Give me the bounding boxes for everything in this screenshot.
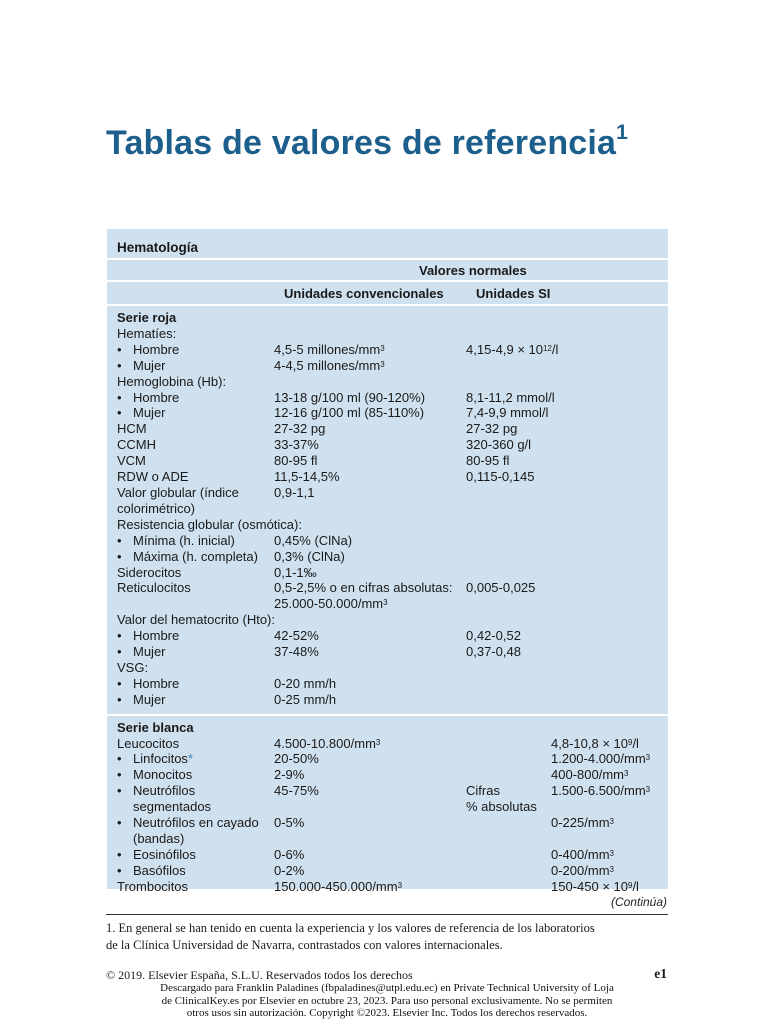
table-row: colorimétrico): [117, 500, 196, 516]
bullet-icon: •: [117, 783, 122, 799]
table-header-valores-normales: Valores normales: [107, 260, 668, 282]
bullet-icon: •: [117, 389, 122, 405]
table-header-columns: [107, 282, 668, 306]
table-row: • Monocitos 2-9% $400-800/mm^3$: [117, 767, 629, 783]
table-row: VCM 80-95 fl 80-95 fl: [117, 453, 510, 469]
footnote: 1. En general se han tenido en cuenta la experiencia y los valores de referencia de los laboratorios de la Clínica Universidad de Navarra, contrastados con valores internacionales.: [106, 921, 595, 952]
table-row: Siderocitos 0,1-1‰: [117, 564, 317, 580]
reference-table: [107, 229, 668, 894]
table-row: • Hombre 13-18 g/100 ml (90-120%) 8,1-11,2 mmol/l: [117, 389, 555, 405]
footnote-divider: [106, 914, 668, 915]
table-row: Valor del hematocrito (Hto):: [117, 612, 275, 628]
table-row: Valor globular (índice 0,9-1,1: [117, 484, 315, 500]
table-row: $25.000-50.000/mm^3$: [274, 596, 388, 612]
table-row: • Mínima (h. inicial) 0,45% (ClNa): [117, 532, 353, 548]
table-row: • Hombre 4,5-5 millones/$mm^3$ $4,15-4,9 \times 10^{12}/l$: [117, 341, 559, 357]
table-row: • Basófilos 0-2% $0-200/mm^3$: [117, 862, 614, 878]
continued-note: (Continúa): [610, 895, 667, 909]
table-row: CCMH 33-37% 320-360 g/l: [117, 437, 532, 453]
bullet-icon: •: [117, 644, 122, 660]
copyright: © 2019. Elsevier España, S.L.U. Reservados todos los derechos: [106, 968, 413, 982]
bullet-icon: •: [117, 751, 122, 767]
table-row: • Neutrófilos en cayado 0-5% $0-225/mm^3$: [117, 815, 614, 831]
table-row: • Mujer 37-48% 0,37-0,48: [117, 644, 521, 660]
table-row: [107, 720, 668, 736]
asterisk-marker: *: [187, 751, 193, 767]
download-notice: Descargado para Franklin Paladines (fbpaladines@utpl.edu.ec) en Private Technical University of Loja de ClinicalKey.es por Elsevier en octubre 23, 2023. Para uso personal exclusivamente. No se permiten otros usos sin autorización. Copyright ©2023. Elsevier Inc. Todos los derechos reservados.: [160, 982, 614, 1019]
bullet-icon: •: [117, 767, 122, 783]
table-row: Reticulocitos 0,5-2,5% o en cifras absolutas: 0,005-0,025: [117, 580, 536, 596]
table-row: • Neutrófilos 45-75% Cifras $1.500-6.500/mm^3$: [117, 783, 651, 799]
table-row: Leucocitos $4.500-10.800/mm^3$ $4,8-10,8 \times 10^9/l$: [117, 735, 639, 751]
table-row: HCM 27-32 pg 27-32 pg: [117, 421, 518, 437]
table-row: • Mujer 12-16 g/100 ml (85-110%) 7,4-9,9 mmol/l: [117, 405, 549, 421]
table-row: VSG:: [117, 659, 149, 675]
table-row: • Hombre 0-20 mm/h: [117, 675, 337, 691]
bullet-icon: •: [117, 846, 122, 862]
bullet-icon: •: [117, 815, 122, 831]
section-serie-blanca: [107, 714, 668, 895]
table-row: [107, 310, 668, 326]
section-serie-roja: [107, 306, 668, 714]
section-heading: Serie roja: [117, 310, 177, 325]
table-row: segmentados % absolutas: [133, 799, 537, 815]
section-heading: Serie blanca: [117, 719, 194, 735]
page-title: Tablas de valores de referencia$^1$: [106, 121, 629, 162]
bullet-icon: •: [117, 341, 122, 357]
table-row: • Máxima (h. completa) 0,3% (ClNa): [117, 548, 345, 564]
column-header-conventional: Unidades convencionales: [284, 286, 444, 301]
table-row: Resistencia globular (osmótica):: [117, 516, 302, 532]
column-header-si: Unidades SI: [476, 286, 551, 301]
bullet-icon: •: [117, 628, 122, 644]
table-row: Hematíes:: [117, 325, 177, 341]
table-row: • Linfocitos* 20-50% $1.200-4.000/mm^3$: [117, 751, 651, 767]
bullet-icon: •: [117, 357, 122, 373]
table-row: (bandas): [133, 831, 185, 846]
bullet-icon: •: [117, 862, 122, 878]
table-row: • Mujer 0-25 mm/h: [117, 691, 337, 707]
table-header-hematologia: Hematología: [107, 229, 668, 260]
table-row: • Mujer 4-4,5 millones/$mm^3$: [117, 357, 385, 373]
table-row: RDW o ADE 11,5-14,5% 0,115-0,145: [117, 469, 535, 485]
table-row: • Hombre 42-52% 0,42-0,52: [117, 628, 521, 644]
table-row: • Eosinófilos 0-6% $0-400/mm^3$: [117, 846, 614, 862]
page-number: e1: [654, 966, 667, 981]
table-row: Hemoglobina (Hb):: [117, 373, 227, 389]
table-row: Trombocitos $150.000-450.000/mm^3$ $150-450 \times 10^9/l$: [117, 878, 639, 894]
bullet-icon: •: [117, 691, 122, 707]
bullet-icon: •: [117, 675, 122, 691]
bullet-icon: •: [117, 532, 122, 548]
title-footnote-marker: 1: [616, 121, 629, 144]
bullet-icon: •: [117, 548, 122, 564]
bullet-icon: •: [117, 405, 122, 421]
